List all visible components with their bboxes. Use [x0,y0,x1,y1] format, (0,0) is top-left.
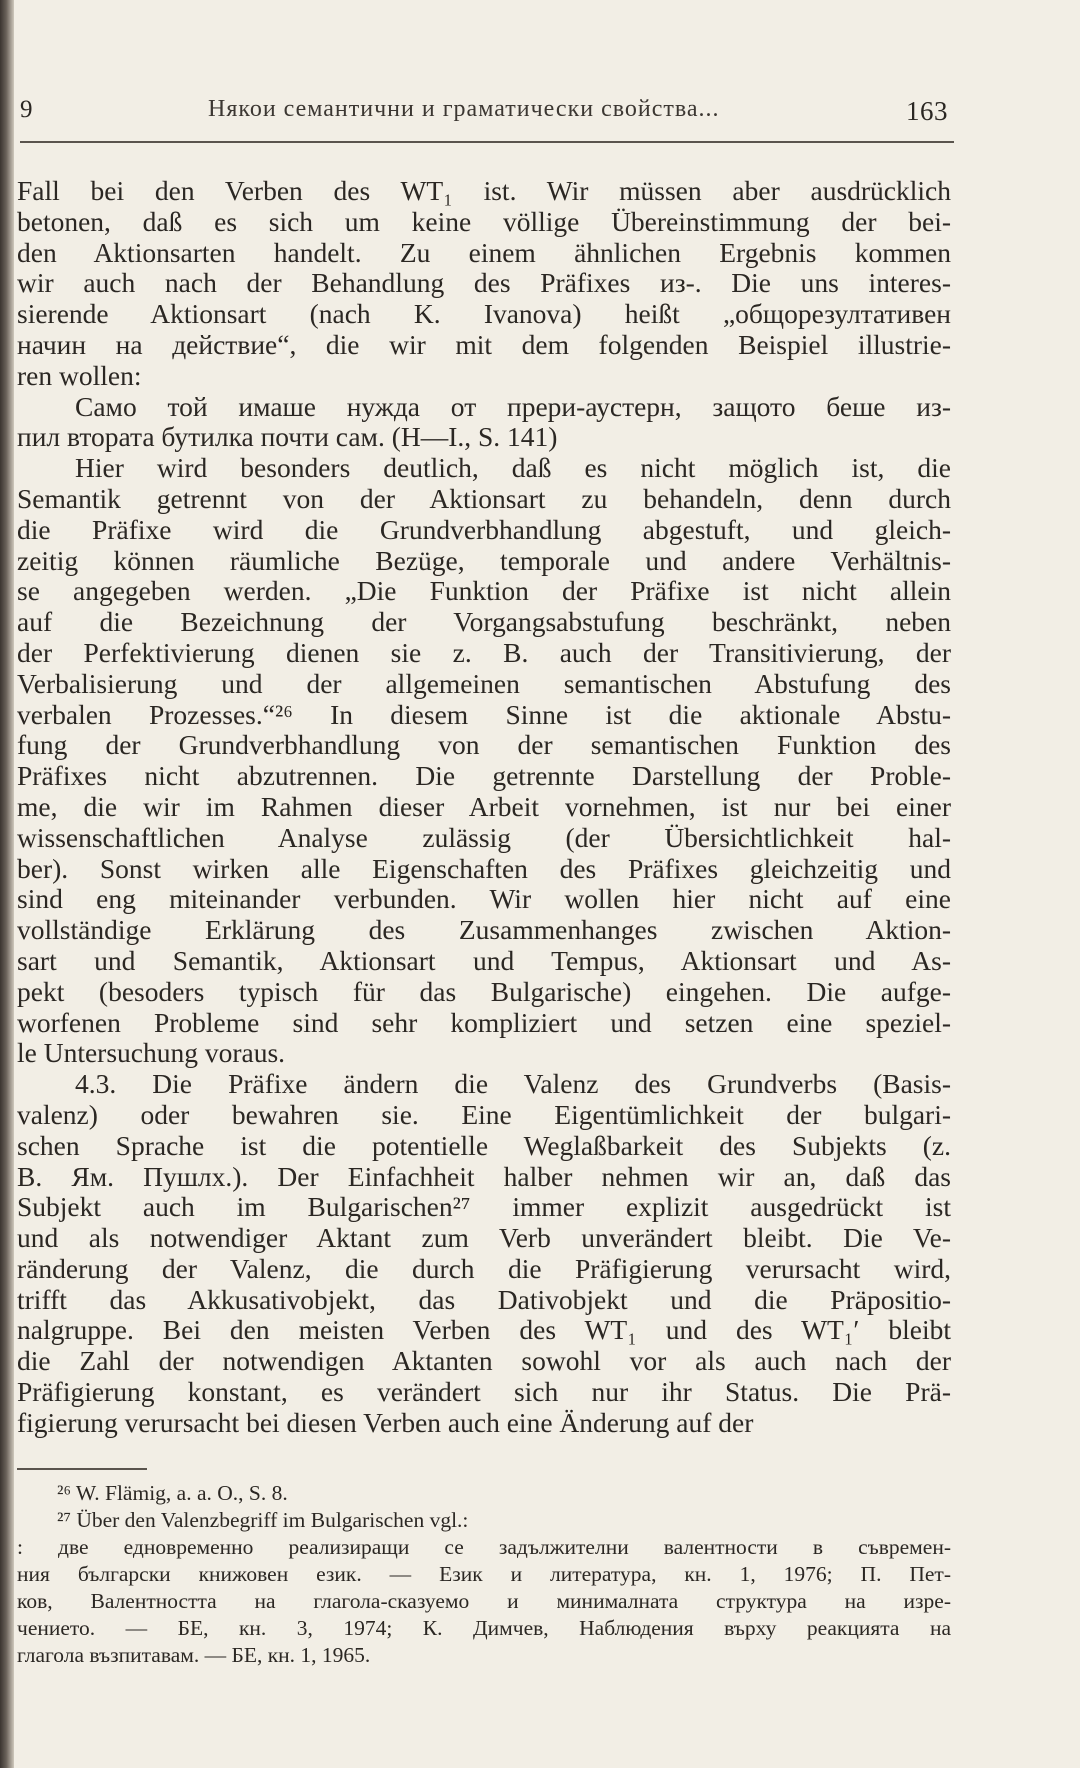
body-line: ber). Sonst wirken alle Eigenschaften des Präfixes gleichzeitig und [17,853,951,884]
body-line: die Zahl der notwendigen Aktanten sowohl vor als auch nach der [17,1346,951,1377]
body-line: B. Ям. Пушлх.). Der Einfachheit halber nehmen wir an, daß das [17,1161,951,1192]
body-line: Präfixes nicht abzutrennen. Die getrennte Darstellung der Proble- [17,761,951,792]
body-line: sart und Semantik, Aktionsart und Tempus, Aktionsart und As- [17,945,951,976]
footnote-line: ²⁷ Über den Valenzbegriff im Bulgarischen vgl.: [57,1508,469,1532]
header-rule [20,141,954,143]
body-line: Präfigierung konstant, es verändert sich nur ihr Status. Die Prä- [17,1377,951,1408]
footnote-line: ков, Валентността на глагола-сказуемо и минималната структура на изре- [17,1589,951,1613]
body-line: betonen, daß es sich um keine völlige Übereinstimmung der bei- [17,206,951,237]
body-line: fung der Grundverbhandlung von der semantischen Funktion des [17,730,951,761]
body-line: sind eng miteinander verbunden. Wir wollen hier nicht auf eine [17,884,951,915]
body-line: schen Sprache ist die potentielle Weglaßbarkeit des Subjekts (z. [17,1130,951,1161]
body-line: me, die wir im Rahmen dieser Arbeit vornehmen, ist nur bei einer [17,791,951,822]
body-line: zeitig können räumliche Bezüge, temporale und andere Verhältnis- [17,545,951,576]
body-line: trifft das Akkusativobjekt, das Dativobjekt und die Präpositio- [17,1284,951,1315]
body-line: verbalen Prozesses.“²⁶ In diesem Sinne ist die aktionale Abstu- [17,699,951,730]
body-line: worfenen Probleme sind sehr kompliziert und setzen eine speziel- [17,1007,951,1038]
body-line: Subjekt auch im Bulgarischen²⁷ immer explizit ausgedrückt ist [17,1192,951,1223]
page-number: 163 [906,96,948,126]
body-line: пил втората бутилка почти сам. (Н—I., S. 141) [17,422,558,453]
body-line: se angegeben werden. „Die Funktion der Präfixe ist nicht allein [17,576,951,607]
body-line: ränderung der Valenz, die durch die Präfigierung verursacht wird, [17,1253,951,1284]
body-line: der Perfektivierung dienen sie z. B. auch der Transitivierung, der [17,637,951,668]
body-line: pekt (besoders typisch für das Bulgarische) eingehen. Die aufge- [17,976,951,1007]
footnote-line: ния български книжовен език. — Език и литература, кн. 1, 1976; П. Пет- [17,1562,951,1586]
footnote-line: ²⁶ W. Flämig, a. a. O., S. 8. [57,1481,288,1505]
body-line: Hier wird besonders deutlich, daß es nicht möglich ist, die [75,453,951,484]
body-line: vollständige Erklärung des Zusammenhanges zwischen Aktion- [17,915,951,946]
body-line: figierung verursacht bei diesen Verben auch eine Änderung auf der [17,1407,754,1438]
body-line: sierende Aktionsart (nach K. Ivanova) heißt „общорезултативен [17,299,951,330]
footnote-line: чението. — БЕ, кн. 3, 1974; К. Димчев, Наблюдения върху реакцията на [17,1616,951,1640]
header-left-number: 9 [20,96,33,123]
body-line: den Aktionsarten handelt. Zu einem ähnlichen Ergebnis kommen [17,237,951,268]
footnote-line: глагола възпитавам. — БЕ, кн. 1, 1965. [17,1643,371,1667]
body-text [17,176,951,1439]
body-line: le Untersuchung voraus. [17,1038,286,1069]
body-line: Само той имаше нужда от прери-аустерн, защото беше из- [75,391,951,422]
body-line: начин на действие“, die wir mit dem folgenden Beispiel illustrie- [17,329,951,360]
body-line: Semantik getrennt von der Aktionsart zu behandeln, denn durch [17,483,951,514]
body-line: die Präfixe wird die Grundverbhandlung abgestuft, und gleich- [17,514,951,545]
footnotes [17,1480,951,1669]
body-line: 4.3. Die Präfixe ändern die Valenz des Grundverbs (Basis- [75,1069,951,1100]
footnote-line: : две едновременно реализиращи се задължителни валентности в съвремен- [17,1535,951,1559]
body-line: valenz) oder bewahren sie. Eine Eigentümlichkeit der bulgari- [17,1099,951,1130]
body-line: wissenschaftlichen Analyse zulässig (der Übersichtlichkeit hal- [17,822,951,853]
body-line: ren wollen: [17,360,142,391]
body-line: Verbalisierung und der allgemeinen semantischen Abstufung des [17,668,951,699]
running-title: Някои семантични и граматически свойства... [208,96,720,122]
body-line: nalgruppe. Bei den meisten Verben des WT₁ und des WT₁′ bleibt [17,1315,951,1346]
body-line: Fall bei den Verben des WT₁ ist. Wir müssen aber ausdrücklich [17,176,951,206]
body-line: wir auch nach der Behandlung des Präfixes из-. Die uns interes- [17,268,951,299]
footnote-rule [17,1468,147,1470]
body-line: und als notwendiger Aktant zum Verb unverändert bleibt. Die Ve- [17,1223,951,1254]
body-line: auf die Bezeichnung der Vorgangsabstufung beschränkt, neben [17,607,951,638]
book-binding-edge [0,0,14,1768]
